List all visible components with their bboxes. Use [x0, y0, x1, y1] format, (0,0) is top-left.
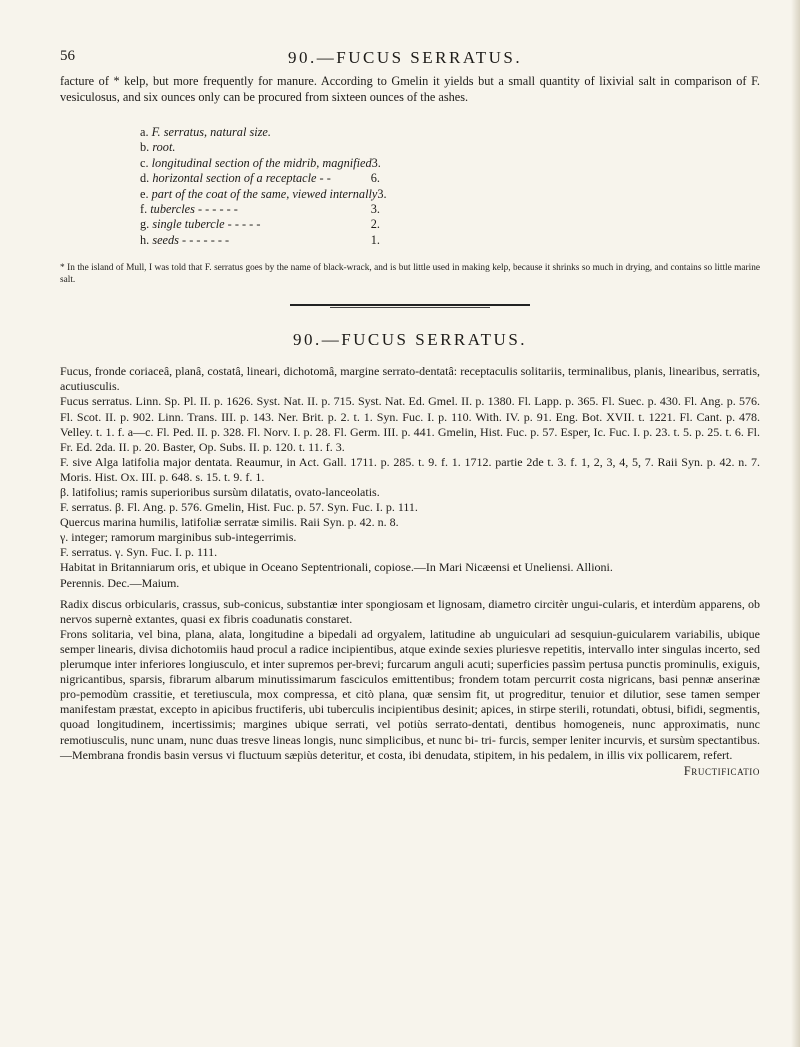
legend-row: a. F. serratus, natural size.: [140, 125, 271, 139]
running-title: 90.—FUCUS SERRATUS.: [288, 48, 523, 67]
legend-row: c. longitudinal section of the midrib, magnified 3.: [140, 155, 381, 170]
synonymy: [60, 364, 760, 560]
legend-row: h. seeds - - - - - - - 1.: [140, 232, 380, 247]
synonym-entry: F. serratus. β. Fl. Ang. p. 576. Gmelin, Hist. Fuc. p. 57. Syn. Fuc. I. p. 111.: [60, 500, 418, 515]
divider-thick: [290, 304, 530, 306]
radix-paragraph: Radix discus orbicularis, crassus, sub-conicus, substantiæ inter spongiosam et lignosam, diametro circitèr ungui-cularis, et interdùm apparens, ob nervos supernè extantes, quasi ex fibris coadunatis constaret.: [60, 596, 760, 626]
synonym-entry: Quercus marina humilis, latifoliæ serratæ similis. Raii Syn. p. 42. n. 8.: [60, 515, 399, 530]
habitat: Habitat in Britanniarum oris, et ubique in Oceano Septentrionali, copiose.—In Mari Nicæensi et Uneliensi. Allioni.: [60, 560, 613, 575]
variety-gamma: γ. integer; ramorum marginibus sub-integerrimis.: [60, 530, 297, 545]
diagnosis: Fucus, fronde coriaceâ, planâ, costatâ, lineari, dichotomâ, margine serrato-dentatâ: receptaculis solitariis, terminalibus, planis, linearibus, serratis, acutiusculis.: [60, 364, 760, 394]
legend-row: e. part of the coat of the same, viewed internally 3.: [140, 186, 387, 201]
legend-row: d. horizontal section of a receptacle - - 6.: [140, 171, 380, 186]
divider-thin: [330, 307, 490, 308]
page-edge-shadow: [791, 0, 800, 1047]
perennis: Perennis. Dec.—Maium.: [60, 575, 180, 590]
catchword: Fructificatio: [683, 763, 760, 778]
section-divider: [290, 304, 530, 308]
intro-paragraph: facture of * kelp, but more frequently for manure. According to Gmelin it yields but a small quantity of lixivial salt in comparison of F. vesiculosus, and six ounces only can be procured from sixteen ounces of the ashes.: [60, 74, 760, 104]
page-number: 56: [60, 48, 75, 64]
variety-beta: β. latifolius; ramis superioribus sursùm dilatatis, ovato-lanceolatis.: [60, 485, 380, 499]
synonym-entry: F. serratus. γ. Syn. Fuc. I. p. 111.: [60, 545, 218, 560]
synonym-entry: F. sive Alga latifolia major dentata. Reaumur, in Act. Gall. 1711. p. 285. t. 9. f. 1. 1712. partie 2de t. 3. f. 1, 2, 3, 4, 5, 7. Raii Syn. p. 42. n. 7. Moris. Hist. Ox. III. p. 648. s. 15. t. 9. f. 1.: [60, 454, 760, 484]
section-title: 90.—FUCUS SERRATUS.: [292, 330, 528, 350]
frons-paragraph: Frons solitaria, vel bina, plana, alata, longitudine a bipedali ad orgyalem, latitudine ab unguiculari ad sesquiun-guicularem variabilis, ubique semper linearis, divisa dichotomiis haud procul a radice incipientibus, atque exinde sexies pluriesve repetitis, intervallo inter singulas incerto, sed plerumque inter inferiores longiusculo, et inter supremos per-brevi; furcarum anguli acuti; superficies passìm pertusa punctis prominulis, exiguis, nigricantibus, sparsis, fibrarum albarum minutissimarum fasciculos emittentibus; frondem totam percurrit costa nigricans, basi pennæ anserinæ pro-pemodùm crassitie, et teretiuscula, mox compressa, et citò plana, quæ sensìm fit, ut progreditur, tenuior et dilutior, sese tamen semper manifestam præstat, excepto in apicibus fructiferis, ubi tuberculis incipientibus desinit; apices, in stirpe sterili, rotundati, obtusi, bifidi, segmentis, quoad longitudinem, incertissimis; margines ubique serrati, vel potiùs serrato-dentati, dentibus homogeneis, nunc approximatis, nunc remotiusculis, nunc unam, nunc duas tresve lineas longis, nunc simplicibus, et nunc bi- tri- furcis, semper leniter incurvis, et sursùm spectantibus.—Membrana frondis basin versus vi fluctuum sæpiùs deteritur, et costa, ibi denudata, stipitem, in his pedalem, in illis vix pollicarem, refert.: [60, 626, 760, 762]
synonym-entry: Fucus serratus. Linn. Sp. Pl. II. p. 1626. Syst. Nat. II. p. 715. Syst. Nat. Ed. Gmel. II. p. 1380. Fl. Lapp. p. 365. Fl. Suec. p. 430. Fl. Ang. p. 576. Fl. Scot. II. p. 902. Linn. Trans. III. p. 143. Ner. Brit. p. 2. t. 1. Syn. Fuc. I. p. 110. With. IV. p. 91. Eng. Bot. XVII. t. 1221. Fl. Cant. p. 478. Velley. t. 1. f. a—c. Fl. Ped. II. p. 328. Fl. Norv. I. p. 28. Fl. Germ. III. p. 441. Gmelin, Hist. Fuc. p. 57. Esper, Ic. Fuc. I. p. 23. t. 5. p. 25. t. 6. Fl. Fr. Ed. 2da. II. p. 20. Baster, Op. Subs. II. p. 120. t. 11. f. 3.: [60, 394, 760, 454]
figure-legend: [140, 125, 387, 248]
description: [60, 597, 760, 763]
legend-row: f. tubercles - - - - - - 3.: [140, 202, 380, 217]
legend-row: b. root.: [140, 140, 176, 155]
document-page: [60, 44, 760, 779]
legend-row: g. single tubercle - - - - - 2.: [140, 217, 380, 232]
running-head: [60, 44, 760, 74]
species-body: [60, 364, 760, 779]
footnote: * In the island of Mull, I was told that F. serratus goes by the name of black-wrack, and is but little used in making kelp, because it shrinks so much in drying, and contains so little marine salt.: [60, 263, 760, 286]
